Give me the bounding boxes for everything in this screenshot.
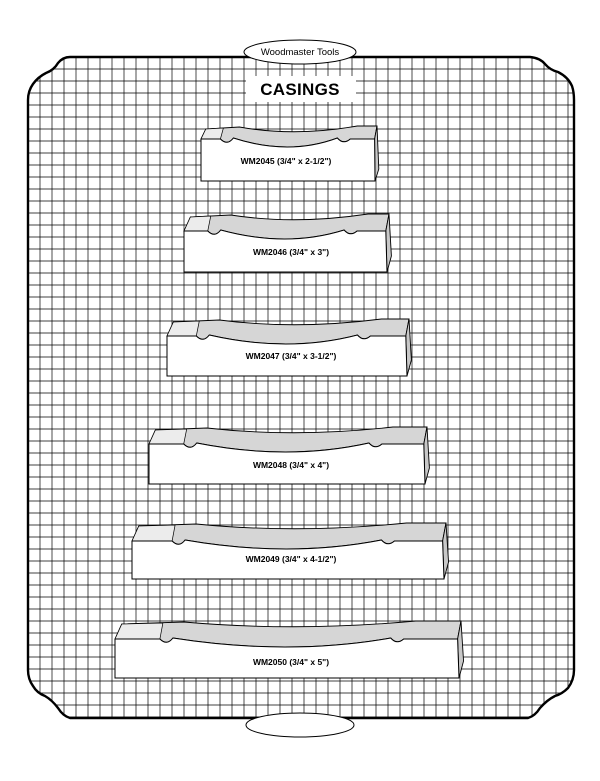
molding-label-wm2049: WM2049 (3/4" x 4-1/2")	[245, 554, 337, 564]
molding-profile-wm2049	[132, 523, 449, 579]
profile-left-band	[184, 216, 211, 231]
molding-profile-wm2047	[167, 319, 411, 376]
molding-label-wm2047: WM2047 (3/4" x 3-1/2")	[245, 351, 337, 361]
moldings-layer	[115, 126, 464, 678]
profile-left-band	[149, 429, 187, 444]
profile-left-band	[115, 623, 163, 639]
molding-profile-wm2050	[115, 621, 464, 678]
molding-label-wm2045: WM2045 (3/4" x 2-1/2")	[240, 156, 332, 166]
molding-label-wm2050: WM2050 (3/4" x 5")	[252, 657, 330, 667]
molding-label-wm2046: WM2046 (3/4" x 3")	[252, 247, 330, 257]
molding-profile-wm2045	[201, 126, 379, 181]
brand-name: Woodmaster Tools	[260, 47, 340, 58]
molding-label-wm2048: WM2048 (3/4" x 4")	[252, 460, 330, 470]
bottom-oval	[246, 713, 354, 737]
profile-left-band	[201, 128, 223, 139]
page-title: CASINGS	[260, 80, 340, 99]
molding-profile-wm2048	[149, 427, 429, 484]
profile-left-band	[132, 525, 175, 541]
molding-profile-wm2046	[184, 214, 391, 272]
